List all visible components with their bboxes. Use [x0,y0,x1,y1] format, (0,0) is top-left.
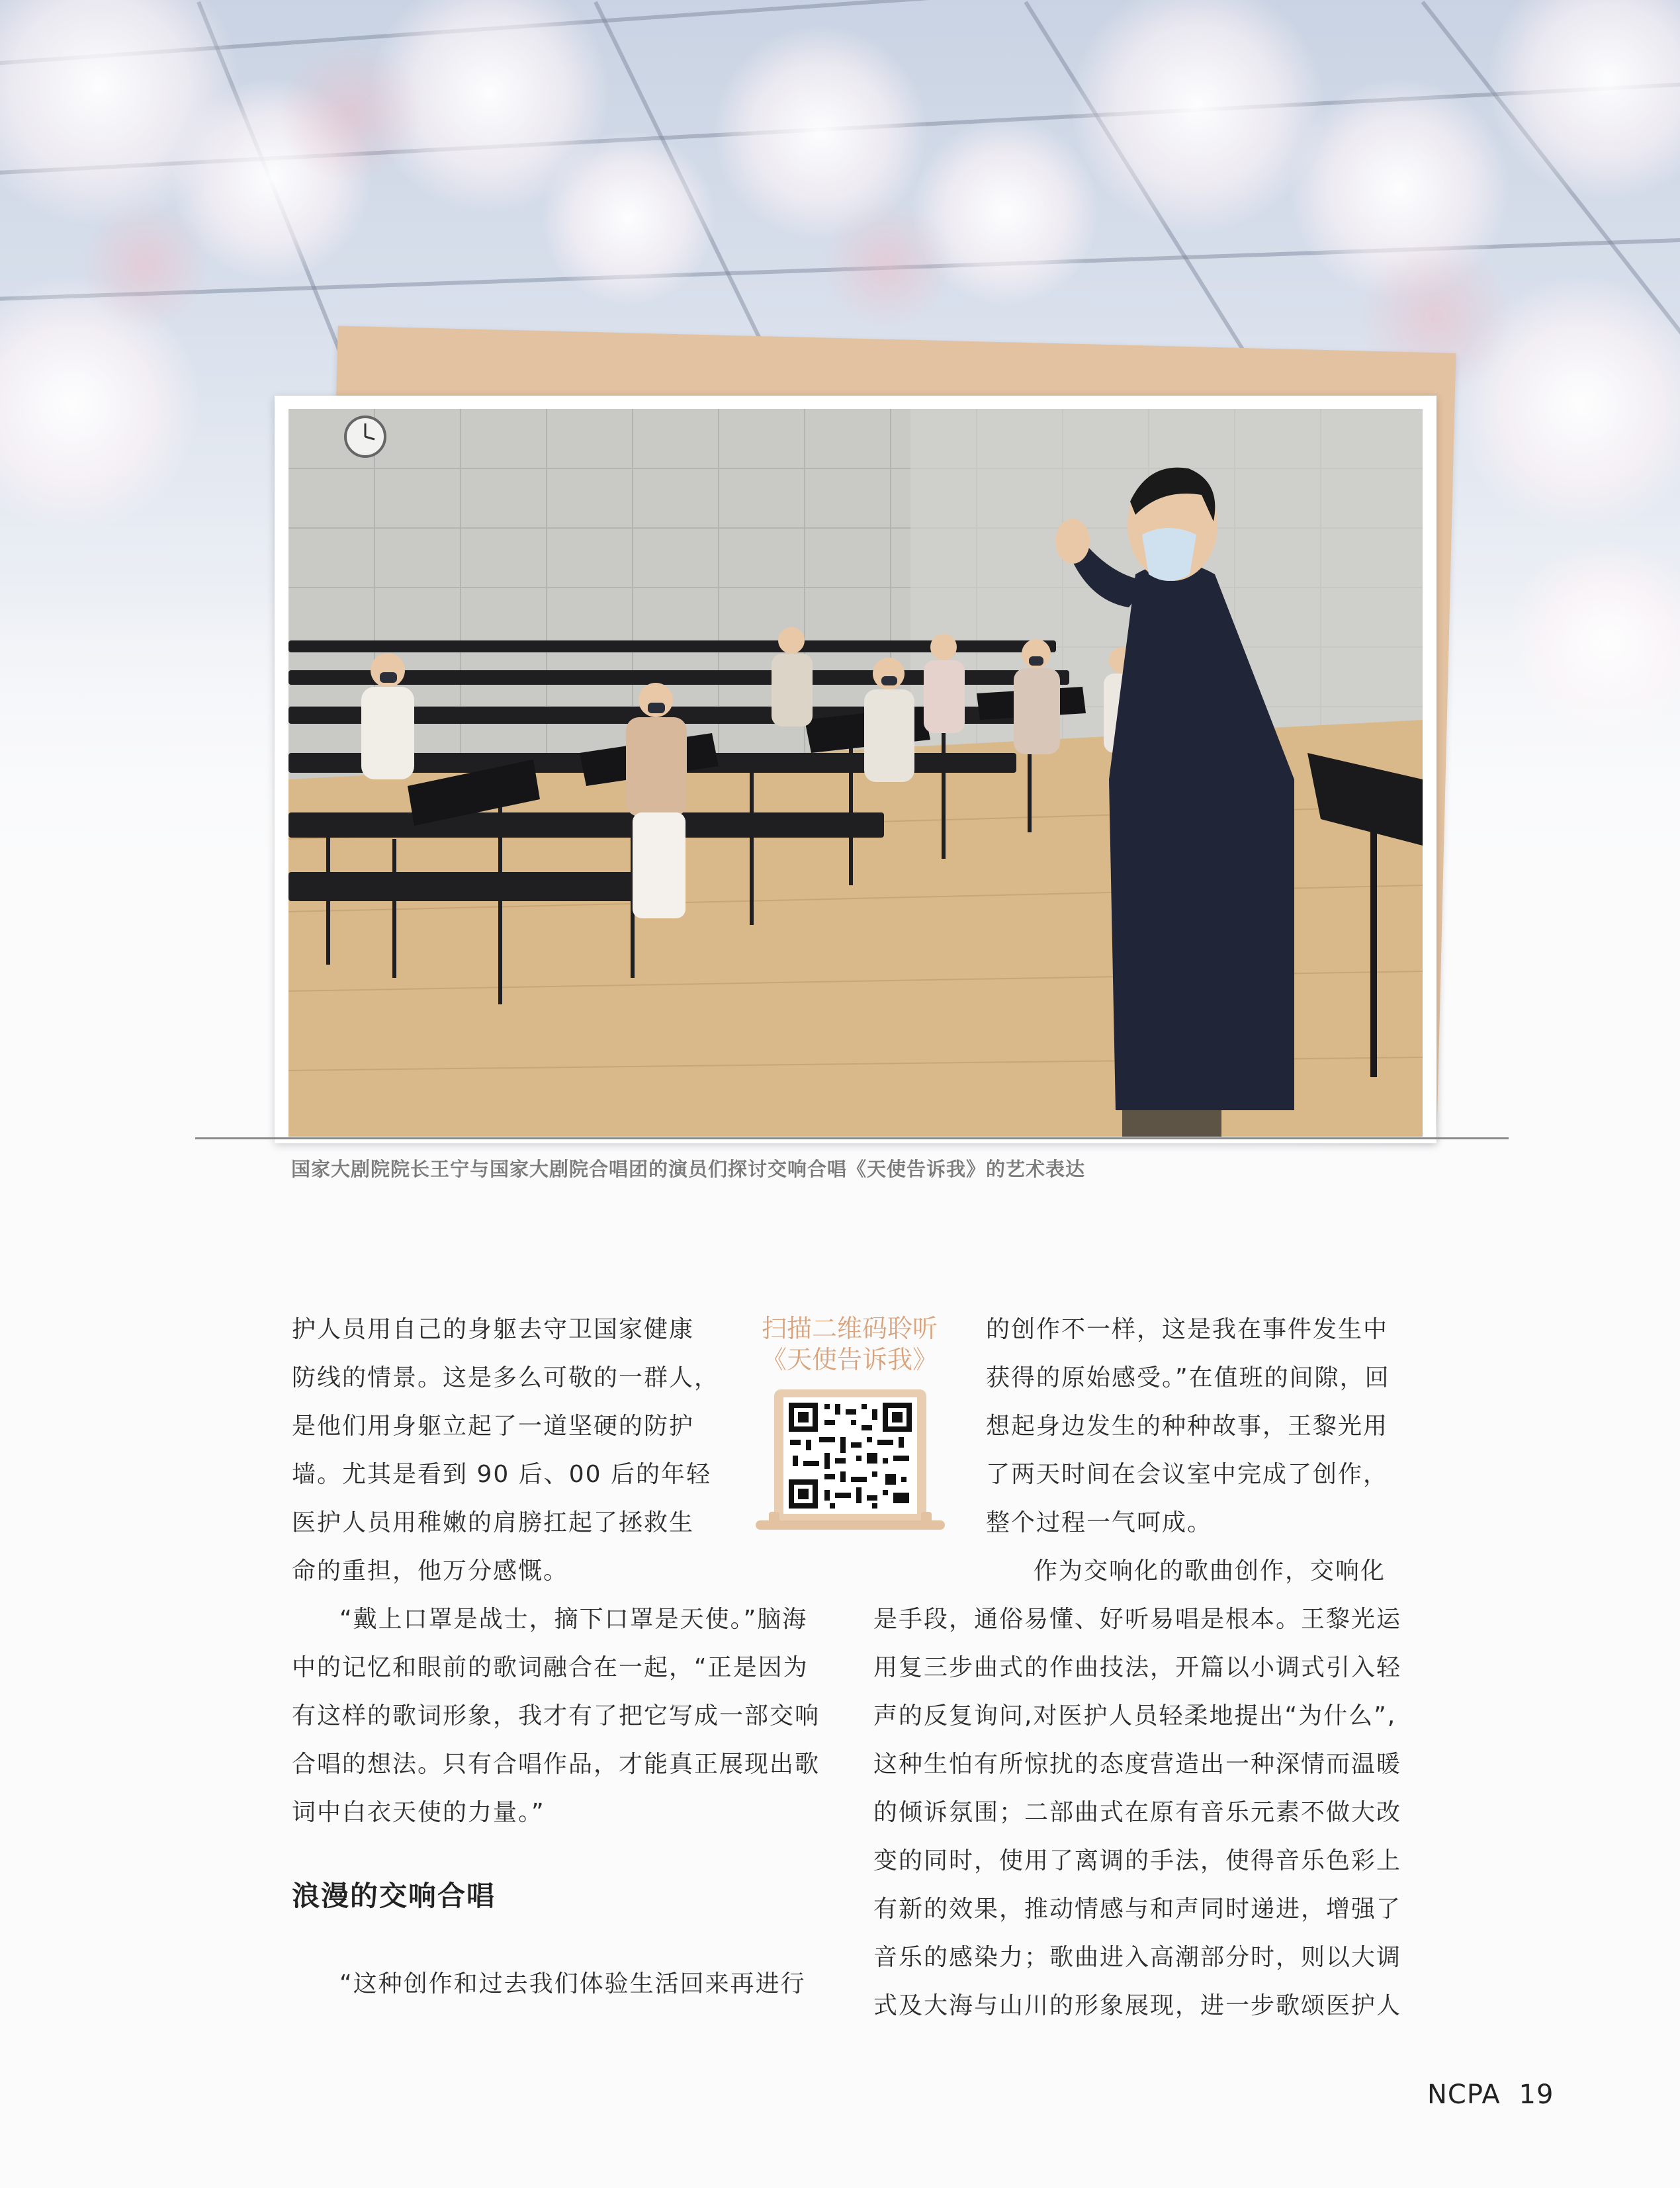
magazine-name: NCPA [1427,2079,1501,2110]
text-column-right [873,1305,1413,2030]
rehearsal-photo [288,409,1423,1137]
paragraph-line: 命的重担，他万分感慨。 [292,1557,569,1585]
qr-caption-line: 扫描二维码聆听 [761,1314,938,1343]
photo-caption: 国家大剧院院长王宁与国家大剧院合唱团的演员们探讨交响合唱《天使告诉我》的艺术表达 [291,1158,1086,1180]
paragraph-line: 声的反复询问,对医护人员轻柔地提出“为什么”, [873,1702,1397,1729]
section-heading: 浪漫的交响合唱 [292,1880,496,1912]
text-column-left [292,1305,834,1837]
paragraph-line: 是他们用身躯立起了一道坚硬的防护 [292,1413,695,1440]
paragraph-line: 医护人员用稚嫩的肩膀扛起了拯救生 [292,1509,695,1536]
paragraph-line: 词中白衣天使的力量。” [292,1799,545,1826]
paragraph-line: 想起身边发生的种种故事，王黎光用 [986,1413,1389,1440]
paragraph-line: 墙。尤其是看到 90 后、00 后的年轻 [292,1461,711,1488]
paragraph-line: 防线的情景。这是多么可敬的一群人， [292,1364,720,1391]
paragraph-line: 式及大海与山川的形象展现，进一步歌颂医护人 [873,1992,1402,2019]
paragraph-line: 中的记忆和眼前的歌词融合在一起，“正是因为 [292,1654,809,1681]
paragraph-line: 了两天时间在会议室中完成了创作， [986,1461,1389,1488]
paragraph-line: 的倾诉氛围；二部曲式在原有音乐元素不做大改 [873,1799,1402,1826]
paragraph-line: 整个过程一气呵成。 [986,1509,1213,1536]
paragraph-line: 获得的原始感受。”在值班的间隙，回 [986,1364,1390,1391]
paragraph-line: 这种生怕有所惊扰的态度营造出一种深情而温暖 [873,1751,1402,1778]
paragraph-line: “戴上口罩是战士，摘下口罩是天使。”脑海 [339,1606,808,1633]
paragraph-line: 的创作不一样，这是我在事件发生中 [986,1316,1389,1343]
paragraph-line: 变的同时，使用了离调的手法，使得音乐色彩上 [873,1847,1402,1874]
caption-rule [195,1137,1509,1139]
paragraph-line: 合唱的想法。只有合唱作品，才能真正展现出歌 [292,1751,820,1778]
paragraph-line: 音乐的感染力；歌曲进入高潮部分时，则以大调 [873,1944,1402,1971]
paragraph-line: 护人员用自己的身躯去守卫国家健康 [292,1316,695,1343]
paragraph-line: 是手段，通俗易懂、好听易唱是根本。王黎光运 [873,1606,1402,1633]
text-column-left-continued [292,1960,806,2008]
page-footer [1427,2079,1554,2110]
paragraph-line: 有这样的歌词形象，我才有了把它写成一部交响 [292,1702,820,1729]
paragraph-line: 有新的效果，推动情感与和声同时递进，增强了 [873,1896,1402,1923]
qr-caption-line: 《天使告诉我》 [761,1345,938,1374]
page-number: 19 [1519,2079,1554,2110]
paragraph-line: 用复三步曲式的作曲技法，开篇以小调式引入轻 [873,1654,1402,1681]
paragraph-line: 作为交响化的歌曲创作，交响化 [1034,1557,1386,1585]
paragraph-line: “这种创作和过去我们体验生活回来再进行 [339,1970,806,1997]
